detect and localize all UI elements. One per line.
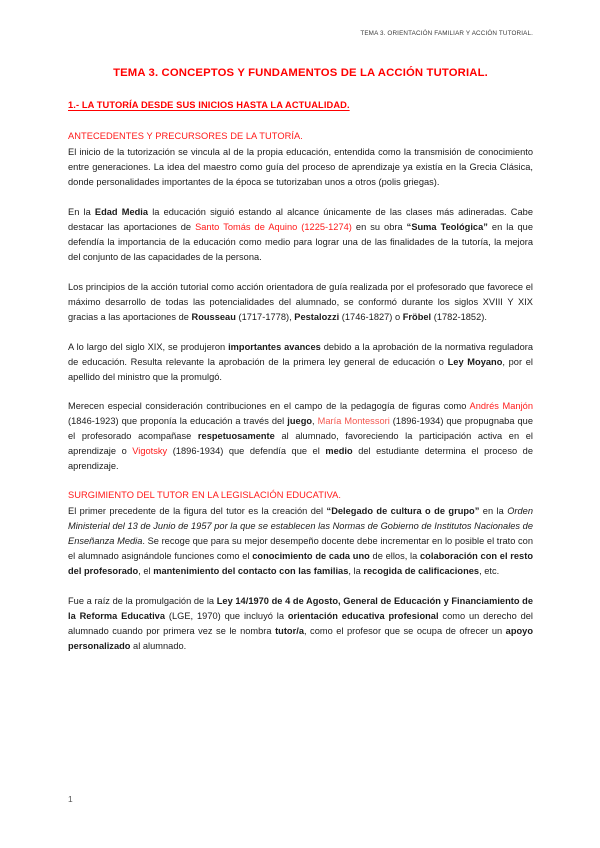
bold-run: colaboración con el resto del profesorado [68,550,533,576]
bold-run: “Delegado de cultura o de grupo” [326,505,480,516]
bold-run: Ley 14/1970 de 4 de Agosto, General de Educación y Financiamiento de la Reforma Educativa [68,595,533,621]
text-run: Los principios de la acción tutorial como acción orientadora de guía realizada por el profesorado que favorece el máximo desarrollo de todas las potencialidades del alumnado, se conformó durante los siglos XVIII Y XIX gracias a las aportaciones de [68,281,533,322]
highlight-red-run: Santo Tomás de Aquino (1225-1274) [195,221,352,232]
bold-run: apoyo personalizado [68,625,533,651]
bold-run: juego [287,416,313,427]
text-run: . Se recoge que para su mejor desempeño docente debe incrementar en lo posible el trato con el alumnado asignándole funciones como el [68,535,533,561]
text-run: como un derecho del alumnado cuando por primera vez se le nombra [68,610,533,636]
text-run: la educación siguió estando al alcance únicamente de las clases más adineradas. Cabe destacar las aportaciones de [68,206,533,232]
text-run: al alumnado, favoreciendo la participación activa en el aprendizaje o [68,431,534,457]
text-run: , etc. [479,565,500,576]
bold-run: “Suma Teológica” [406,221,488,232]
subsection-heading-surgimiento: SURGIMIENTO DEL TUTOR EN LA LEGISLACIÓN EDUCATIVA. [68,490,342,501]
text-run: (1896-1934) que propugnaba que el profesorado acompañase [68,416,533,442]
paragraph-p3 [68,280,533,325]
bold-run: respetuosamente [197,431,275,442]
highlight-red-run: Andrés Manjón [469,401,533,412]
paragraph-p5 [68,399,533,474]
italic-run: Orden Ministerial del 13 de Junio de 1957 por la que se establecen las Normas de Gobierno de Institutos Nacionales de Enseñanza Media [68,505,534,546]
bold-run: medio [325,446,353,457]
text-run: al alumnado. [130,640,187,651]
text-run: en la que defendía la importancia de la educación como medio para lograr una de las finalidades de la tutoría, la mejora del conjunto de las capacidades de la persona. [68,221,533,262]
text-run: (1717-1778), [235,311,295,322]
bold-run: Pestalozzi [294,311,340,322]
text-run: En la [68,206,95,217]
text-run: , el [138,565,154,576]
text-run: de ellos, la [369,550,421,561]
bold-run: Edad Media [94,206,149,217]
text-run: A lo largo del siglo XIX, se produjeron [68,341,229,352]
section-heading-1: 1.- LA TUTORÍA DESDE SUS INICIOS HASTA LA ACTUALIDAD. [68,99,350,110]
text-run: (1746-1827) o [339,311,403,322]
paragraph-p2 [68,205,533,265]
text-run: El primer precedente de la figura del tutor es la creación del [68,505,327,516]
paragraph-p1 [68,145,533,190]
bold-run: Ley Moyano [447,356,503,367]
paragraph-p7 [68,594,533,654]
subsection-heading-antecedentes: ANTECEDENTES Y PRECURSORES DE LA TUTORÍA. [68,131,303,142]
paragraph-p4 [68,340,533,385]
bold-run: mantenimiento del contacto con las familias [153,565,349,576]
page-number: 1 [68,794,73,804]
bold-run: Fröbel [402,311,432,322]
text-run: en su obra [351,221,407,232]
running-header: TEMA 3. ORIENTACIÓN FAMILIAR Y ACCIÓN TUTORIAL. [360,30,533,37]
text-run: debido a la aprobación de la normativa reguladora de educación. Resulta relevante la aprobación de la primera ley general de educación o [68,341,534,367]
bold-run: Rousseau [191,311,236,322]
text-run: , por el apellido del ministro que la promulgó. [68,356,533,382]
document-body [68,66,533,669]
page-title: TEMA 3. CONCEPTOS Y FUNDAMENTOS DE LA ACCIÓN TUTORIAL. [113,67,488,79]
text-run: (1896-1934) que defendía que el [167,446,326,457]
bold-run: importantes avances [228,341,321,352]
text-run: , como el profesor que se ocupa de ofrecer un [303,625,506,636]
text-run: El inicio de la tutorización se vincula al de la propia educación, entendida como la transmisión de conocimiento entre generaciones. La idea del maestro como guía del proceso de aprendizaje ya existía en la Grecia Clásica, donde personalidades importantes de la época se tutorizaban unos a otros (polis griegas). [68,146,533,187]
bold-run: orientación educativa profesional [287,610,439,621]
text-run: (LGE, 1970) que incluyó la [165,610,288,621]
highlight-red-soft-run: María Montessori [317,416,390,427]
paragraph-p6 [68,504,533,579]
text-run: (1846-1923) que proponía la educación a través del [68,416,288,427]
bold-run: tutor/a [275,625,304,636]
text-run: , la [348,565,364,576]
text-run: del estudiante determina el proceso de aprendizaje. [68,446,533,472]
text-run: Fue a raíz de la promulgación de la [68,595,217,606]
text-run: en la [479,505,508,516]
text-run: Merecen especial consideración contribuciones en el campo de la pedagogía de figuras como [68,401,470,412]
text-run: , [312,416,318,427]
text-run: (1782-1852). [431,311,487,322]
bold-run: recogida de calificaciones [363,565,480,576]
highlight-red-run: Vigotsky [132,446,168,457]
bold-run: conocimiento de cada uno [252,550,370,561]
